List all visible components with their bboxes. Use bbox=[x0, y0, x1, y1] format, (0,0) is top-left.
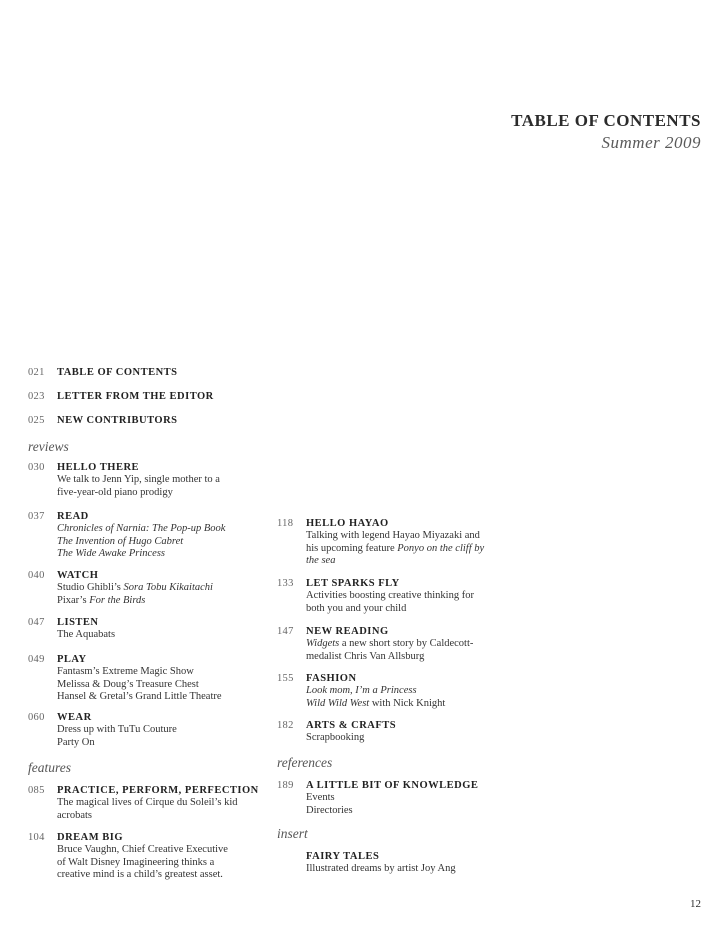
entry-description bbox=[306, 792, 478, 804]
entry-description bbox=[306, 590, 474, 602]
description-segment: of Walt Disney Imagineering thinks a bbox=[57, 856, 215, 868]
entry-title: LET SPARKS FLY bbox=[306, 578, 400, 589]
entry-description bbox=[57, 844, 228, 856]
description-segment: Illustrated dreams by artist Joy Ang bbox=[306, 863, 456, 875]
entry-title: WATCH bbox=[57, 570, 99, 581]
entry-description bbox=[306, 805, 478, 817]
description-segment: We talk to Jenn Yip, single mother to a bbox=[57, 474, 220, 486]
entry-description bbox=[57, 869, 228, 881]
entry-title: HELLO HAYAO bbox=[306, 518, 389, 529]
entry-title: FASHION bbox=[306, 673, 357, 684]
entry-description bbox=[57, 724, 177, 736]
description-segment: Chronicles of Narnia: The Pop-up Book bbox=[57, 523, 226, 535]
description-segment: Bruce Vaughn, Chief Creative Executive bbox=[57, 844, 228, 856]
description-segment: Hansel & Gretal’s Grand Little Theatre bbox=[57, 691, 222, 703]
description-segment: his upcoming feature bbox=[306, 542, 398, 554]
description-segment: Widgets bbox=[306, 638, 340, 650]
page-ref: 104 bbox=[28, 832, 45, 843]
entry-title: PLAY bbox=[57, 654, 87, 665]
page-number: 12 bbox=[690, 898, 701, 910]
page-ref: 182 bbox=[277, 720, 294, 731]
entry-title: FAIRY TALES bbox=[306, 851, 380, 862]
description-segment: Party On bbox=[57, 736, 95, 748]
entry-title: A LITTLE BIT OF KNOWLEDGE bbox=[306, 780, 479, 791]
entry-description bbox=[57, 810, 259, 822]
entry-title: LISTEN bbox=[57, 617, 99, 628]
entry-title: ARTS & CRAFTS bbox=[306, 720, 397, 731]
entry-description bbox=[306, 543, 484, 555]
description-segment: acrobats bbox=[57, 809, 92, 821]
section-insert: insert bbox=[277, 826, 308, 841]
page-ref: 049 bbox=[28, 654, 45, 665]
page-ref: 189 bbox=[277, 780, 294, 791]
entry-description bbox=[57, 666, 222, 678]
entry-description bbox=[306, 555, 484, 567]
description-segment: Look mom, I’m a Princess bbox=[306, 685, 417, 697]
section-features: features bbox=[28, 760, 71, 775]
page-ref: 147 bbox=[277, 626, 294, 637]
entry-description bbox=[306, 685, 445, 697]
description-segment: Pixar’s bbox=[57, 594, 90, 606]
description-segment: the sea bbox=[306, 555, 336, 567]
description-segment: Melissa & Doug’s Treasure Chest bbox=[57, 678, 199, 690]
entry-description bbox=[306, 638, 473, 650]
page-ref: 037 bbox=[28, 511, 45, 522]
page-ref: 023 bbox=[28, 391, 45, 402]
entry-description bbox=[57, 595, 213, 607]
entry-description bbox=[306, 863, 456, 875]
issue-subtitle: Summer 2009 bbox=[601, 133, 701, 152]
description-segment: Activities boosting creative thinking for bbox=[306, 590, 474, 602]
description-segment: medalist Chris Van Allsburg bbox=[306, 650, 425, 662]
description-segment: Sora Tobu Kikaitachi bbox=[123, 582, 213, 594]
entry-description bbox=[57, 857, 228, 869]
entry-description bbox=[57, 487, 220, 499]
description-segment: For the Birds bbox=[89, 594, 146, 606]
entry-description bbox=[57, 797, 259, 809]
description-segment: The magical lives of Cirque du Soleil’s kid bbox=[57, 797, 238, 809]
entry-title: PRACTICE, PERFORM, PERFECTION bbox=[57, 785, 259, 796]
entry-description bbox=[57, 523, 225, 535]
page-ref: 021 bbox=[28, 367, 45, 378]
entry-title: LETTER FROM THE EDITOR bbox=[57, 391, 214, 402]
description-segment: Events bbox=[306, 792, 335, 804]
description-segment: Scrapbooking bbox=[306, 732, 365, 744]
page-ref: 030 bbox=[28, 462, 45, 473]
page-ref: 060 bbox=[28, 712, 45, 723]
entry-description bbox=[57, 679, 222, 691]
entry-title: READ bbox=[57, 511, 89, 522]
page-ref: 085 bbox=[28, 785, 45, 796]
description-segment: a new short story by Caldecott- bbox=[339, 638, 474, 650]
entry-description bbox=[306, 651, 473, 663]
entry-description bbox=[306, 530, 484, 542]
page-ref: 118 bbox=[277, 518, 294, 529]
entry-title: WEAR bbox=[57, 712, 92, 723]
description-segment: Talking with legend Hayao Miyazaki and bbox=[306, 530, 480, 542]
entry-description bbox=[57, 536, 225, 548]
entry-description bbox=[306, 732, 396, 744]
entry-description bbox=[306, 698, 445, 710]
page-title: TABLE OF CONTENTS bbox=[511, 111, 701, 130]
page-ref: 047 bbox=[28, 617, 45, 628]
section-reviews: reviews bbox=[28, 439, 69, 454]
entry-title: HELLO THERE bbox=[57, 462, 140, 473]
description-segment: Dress up with TuTu Couture bbox=[57, 724, 177, 736]
entry-title: NEW CONTRIBUTORS bbox=[57, 415, 178, 426]
page-ref: 025 bbox=[28, 415, 45, 426]
description-segment: both you and your child bbox=[306, 602, 407, 614]
description-segment: The Wide Awake Princess bbox=[57, 548, 165, 560]
entry-description bbox=[57, 691, 222, 703]
section-references: references bbox=[277, 755, 333, 770]
entry-description bbox=[57, 582, 213, 594]
description-segment: creative mind is a child’s greatest asset. bbox=[57, 869, 223, 881]
entry-description bbox=[57, 737, 177, 749]
page-ref: 155 bbox=[277, 673, 294, 684]
description-segment: five-year-old piano prodigy bbox=[57, 486, 173, 498]
description-segment: The Aquabats bbox=[57, 629, 116, 641]
entry-description bbox=[57, 474, 220, 486]
description-segment: Ponyo on the cliff by bbox=[397, 542, 485, 554]
entry-description bbox=[57, 629, 115, 641]
page-ref: 133 bbox=[277, 578, 294, 589]
description-segment: Studio Ghibli’s bbox=[57, 582, 124, 594]
description-segment: Fantasm’s Extreme Magic Show bbox=[57, 666, 194, 678]
entry-title: TABLE OF CONTENTS bbox=[57, 367, 178, 378]
entry-title: NEW READING bbox=[306, 626, 389, 637]
entry-description bbox=[306, 603, 474, 615]
description-segment: Wild Wild West bbox=[306, 697, 370, 709]
description-segment: Directories bbox=[306, 804, 353, 816]
entry-title: DREAM BIG bbox=[57, 832, 124, 843]
description-segment: The Invention of Hugo Cabret bbox=[57, 535, 184, 547]
description-segment: with Nick Knight bbox=[369, 697, 446, 709]
page-ref: 040 bbox=[28, 570, 45, 581]
entry-description bbox=[57, 548, 225, 560]
